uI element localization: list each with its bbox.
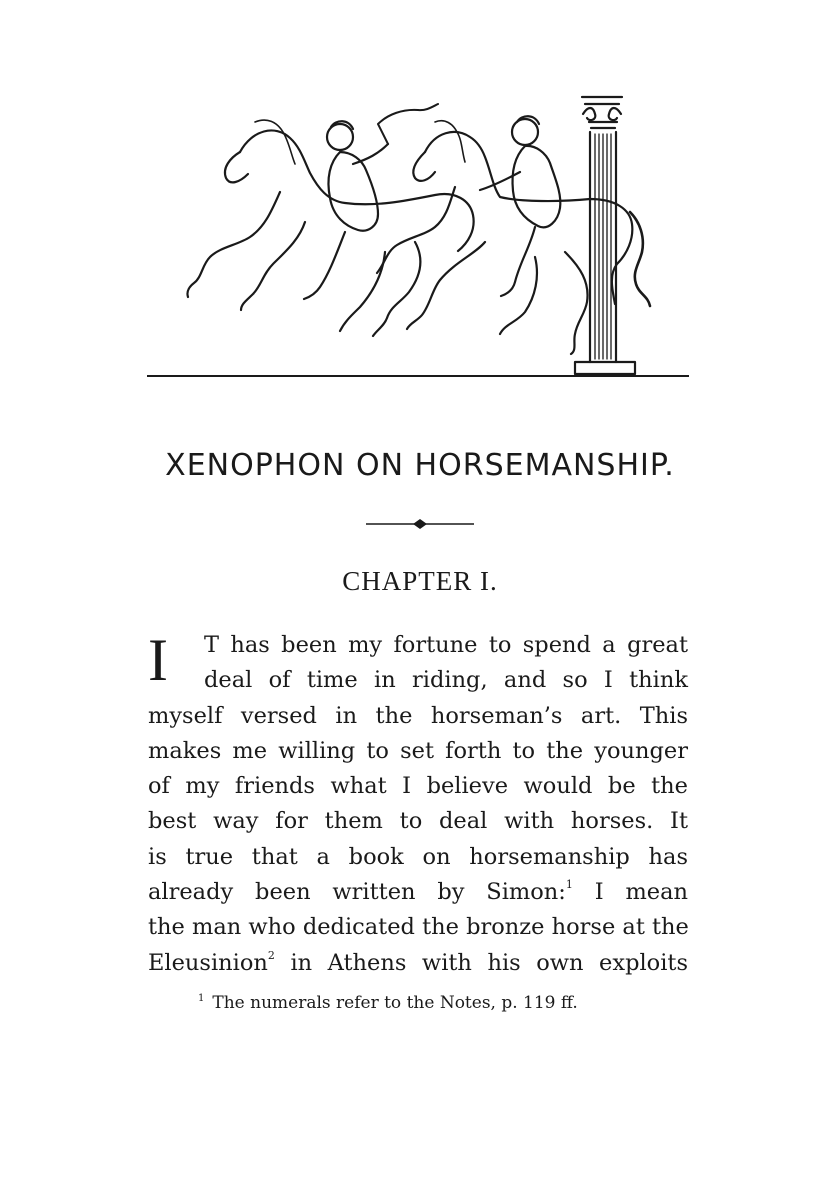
paragraph-line bbox=[148, 734, 688, 769]
top-rule bbox=[147, 375, 689, 377]
left-rider-icon bbox=[304, 104, 438, 299]
footnote-text: The numerals refer to the Notes, p. 119 ff. bbox=[212, 993, 578, 1013]
book-title: XENOPHON ON HORSEMANSHIP. bbox=[165, 448, 675, 483]
chapter-paragraph bbox=[148, 628, 688, 981]
paragraph-line bbox=[148, 875, 688, 910]
drop-cap: I bbox=[148, 627, 168, 693]
paragraph-line bbox=[148, 840, 688, 875]
paragraph-line-text: is true that a book on horsemanship has bbox=[148, 843, 688, 870]
title-divider-ornament bbox=[366, 517, 474, 531]
paragraph-line bbox=[148, 663, 688, 698]
right-rider-icon bbox=[480, 116, 560, 296]
footnote bbox=[198, 993, 578, 1013]
left-horse-icon bbox=[187, 120, 473, 336]
paragraph-line-text: Eleusinion bbox=[148, 949, 268, 976]
horsemen-illustration bbox=[185, 92, 655, 377]
paragraph-line-text: already been written by Simon: bbox=[148, 879, 566, 906]
right-horse-icon bbox=[377, 121, 650, 354]
paragraph-line-text: I mean bbox=[572, 879, 688, 906]
paragraph-line bbox=[148, 804, 688, 839]
paragraph-line-text: myself versed in the horseman’s art. This bbox=[148, 702, 688, 729]
paragraph-line-text: the man who dedicated the bronze horse at the bbox=[148, 914, 689, 941]
paragraph-line-text: of my friends what I believe would be the bbox=[148, 773, 688, 800]
paragraph-line-text: deal of time in riding, and so I think bbox=[204, 667, 688, 694]
paragraph-line-text: in Athens with his own exploits bbox=[274, 949, 688, 976]
paragraph-line bbox=[148, 699, 688, 734]
note-reference: 1 bbox=[565, 878, 573, 892]
chapter-heading: CHAPTER I. bbox=[342, 566, 498, 596]
paragraph-line-text: makes me willing to set forth to the younger bbox=[148, 737, 688, 764]
column-icon bbox=[575, 97, 635, 374]
paragraph-line-text: best way for them to deal with horses. It bbox=[148, 808, 688, 835]
paragraph-line bbox=[148, 946, 688, 981]
paragraph-line bbox=[148, 769, 688, 804]
note-reference: 2 bbox=[267, 948, 275, 962]
paragraph-line bbox=[148, 628, 688, 663]
paragraph-line-text: T has been my fortune to spend a great bbox=[204, 632, 688, 658]
paragraph-line bbox=[148, 910, 688, 945]
footnote-mark: 1 bbox=[198, 993, 205, 1004]
